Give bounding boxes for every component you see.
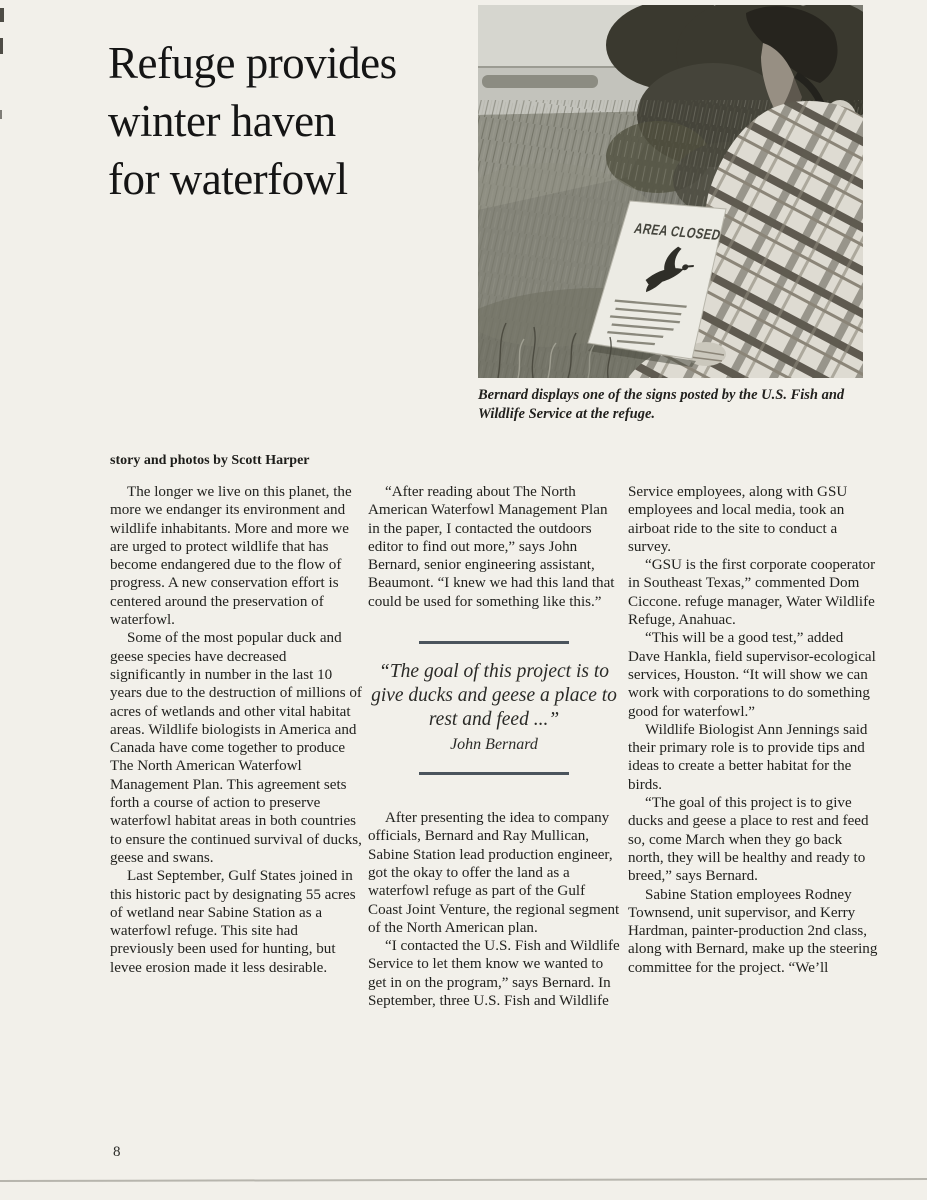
photo-caption: Bernard displays one of the signs posted by the U.S. Fish and Wildlife Service at the refuge. — [478, 387, 845, 422]
page-number: 8 — [113, 1144, 121, 1160]
text-column-1 — [110, 483, 362, 977]
paragraph: Last September, Gulf States joined in this historic pact by designating 55 acres of wetland near Sabine Station as a waterfowl refuge. This site had previously been used for hunting, but levee erosion made it less desirable. — [110, 868, 356, 976]
paragraph: The longer we live on this planet, the more we endanger its environment and wildlife inhabitants. More and more we are urged to protect wildlife that has become endangered due to the flow of progress. A new conservation effort is centered around the preservation of waterfowl. — [110, 484, 352, 629]
text-column-2 — [368, 483, 620, 1010]
paragraph: “After reading about The North American Waterfowl Management Plan in the paper, I contacted the outdoors editor to find out more,” says John Bernard, senior engineering assistant, Beaumont. “I knew we had this land that could be used for something like this.” — [368, 484, 615, 610]
text-column-3 — [628, 483, 878, 977]
pull-quote-rule-top — [419, 641, 569, 644]
paragraph: “I contacted the U.S. Fish and Wildlife Service to let them know we wanted to get in on the program,” says Bernard. In September, three U.S. Fish and Wildlife — [368, 938, 620, 1010]
paragraph: Wildlife Biologist Ann Jennings said their primary role is to provide tips and ideas to create a better habitat for the birds. — [628, 721, 868, 793]
title-line-1: Refuge provides — [108, 38, 397, 88]
title-line-3: for waterfowl — [108, 154, 348, 204]
pull-quote-text: “The goal of this project is to give ducks and geese a place to rest and feed ...” — [371, 661, 617, 731]
sign-text: AREA CLOSED — [632, 221, 747, 246]
paragraph: “This will be a good test,” added Dave Hankla, field supervisor-ecological services, Houston. “It will show we can work with corporations to do something good for waterfowl.” — [628, 630, 876, 720]
pull-quote-attribution: John Bernard — [450, 736, 538, 754]
scan-mark — [0, 38, 3, 54]
photo-illustration — [478, 5, 863, 378]
scan-mark — [0, 8, 4, 22]
title-line-2: winter haven — [108, 96, 336, 146]
pull-quote-rule-bottom — [419, 772, 569, 775]
byline: story and photos by Scott Harper — [110, 453, 310, 468]
scan-mark — [0, 110, 2, 119]
pull-quote — [368, 641, 620, 775]
paragraph: Some of the most popular duck and geese species have decreased significantly in number in the last 10 years due to the destruction of millions of acres of wetlands and other vital habitat areas. Wildlife biologists in America and Canada have come together to produce The North American Waterfowl Management Plan. This agreement sets forth a course of action to preserve waterfowl habitat areas in both countries to ensure the continued survival of ducks, geese and swans. — [110, 630, 362, 866]
photo-marsh-island — [482, 75, 598, 88]
paragraph: “The goal of this project is to give ducks and geese a place to rest and feed so, come March when they go back north, they will be healthy and ready to breed,” says Bernard. — [628, 795, 869, 885]
paragraph: Service employees, along with GSU employees and local media, took an airboat ride to the site to conduct a survey. — [628, 484, 848, 555]
article-title — [108, 34, 488, 208]
paragraph: After presenting the idea to company officials, Bernard and Ray Mullican, Sabine Station lead production engineer, got the okay to offer the land as a waterfowl refuge as part of the Gulf Coast Joint Venture, the regional segment of the North American plan. — [368, 810, 620, 936]
scan-edge-line — [0, 1178, 927, 1182]
article-photo — [478, 5, 863, 378]
paragraph: Sabine Station employees Rodney Townsend, unit supervisor, and Kerry Hardman, painter-production 2nd class, along with Bernard, make up the steering committee for the project. “We’ll — [628, 886, 878, 976]
paragraph: “GSU is the first corporate cooperator in Southeast Texas,” commented Dom Ciccone. refuge manager, Water Wildlife Refuge, Anahuac. — [628, 557, 876, 629]
